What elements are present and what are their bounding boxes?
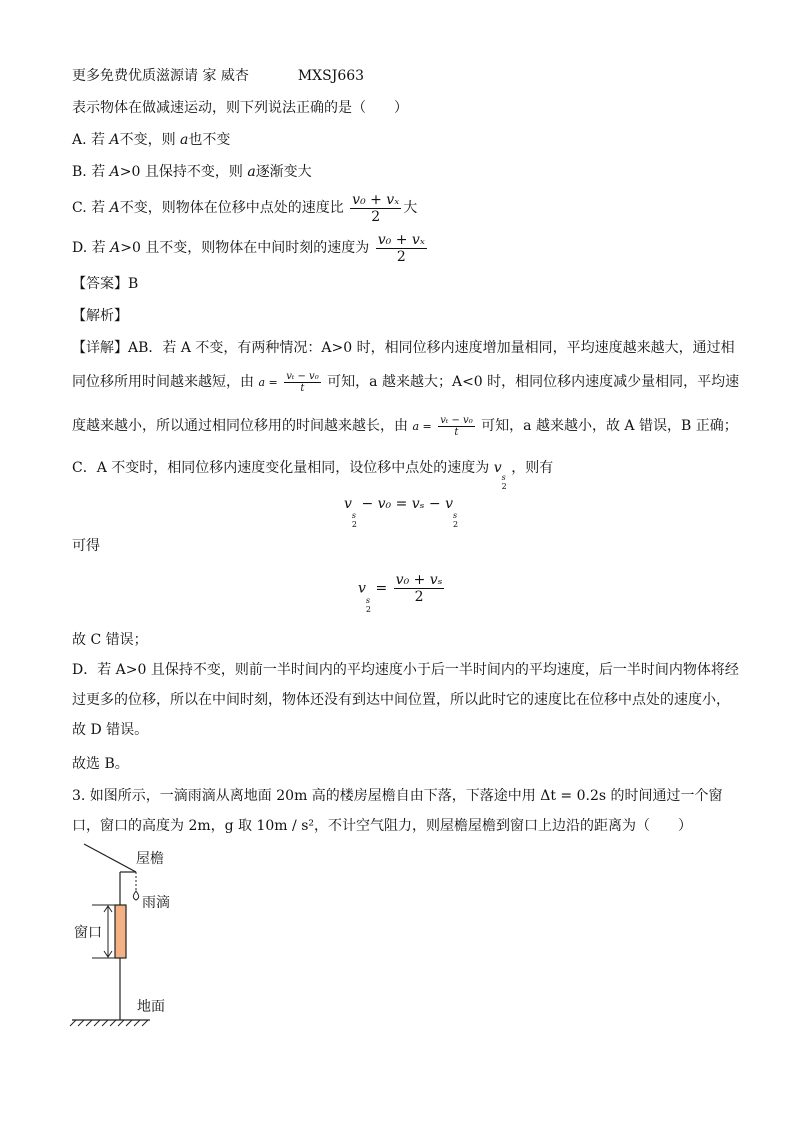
- label-eave: 屋檐: [136, 851, 164, 867]
- answer-value: B: [128, 276, 139, 292]
- raindrop-icon: [133, 891, 138, 900]
- header-line: [72, 66, 364, 86]
- choose-line: 故选 B。: [72, 756, 129, 772]
- option-d-fraction: $\frac{\text{v₀ + vₓ}}{2}$: [377, 231, 425, 265]
- label-raindrop: 雨滴: [142, 895, 170, 911]
- equation-1: v s 2 − v₀ = vₛ − v s 2: [344, 496, 459, 529]
- equation-2: v s 2 = $\frac{\text{v₀ + vₛ}}{2}$: [358, 572, 443, 614]
- equation-2-fraction: $\frac{\text{v₀ + vₛ}}{2}$: [395, 572, 443, 605]
- subscript-s-over-2: s 2: [501, 473, 507, 491]
- option-a: A. 若 A不变，则 a也不变: [72, 132, 231, 148]
- detail-line-3: 度越来越小，所以通过相同位移用的时间越来越长，由 a = $\frac{\text{vₜ − v₀}}{t}$ 可知，a 越来越小，故 A 错误，B 正确；: [72, 414, 738, 438]
- detail-d-line-3: 故 D 错误。: [72, 722, 149, 738]
- window-rect: [115, 905, 126, 958]
- question3-line-2: 口，窗口的高度为 2m，g 取 10m / s²，不计空气阻力，则屋檐屋檐到窗口上边沿的距离为（ ）: [72, 818, 692, 834]
- eave-slope-line: [84, 844, 136, 872]
- detail-line-1: 【详解】AB．若 A 不变，有两种情况：A>0 时，相同位移内速度增加量相同，平均速度越来越大，通过相: [72, 340, 735, 356]
- option-b: B. 若 A>0 且保持不变，则 a逐渐变大: [72, 164, 312, 180]
- arrow-up-icon: [104, 906, 112, 912]
- option-d: D. 若 A>0 且不变，则物体在中间时刻的速度为 $\frac{\text{v₀ + vₓ}}{2}$: [72, 231, 425, 265]
- detail-line-2: 同位移所用时间越来越短，由 a = $\frac{\text{vₜ − v₀}}{t}$ 可知，a 越来越大；A<0 时，相同位移内速度减少量相同，平均速: [72, 370, 740, 394]
- header-code: MXSJ663: [297, 68, 365, 84]
- detail-line-4: C．A 不变时，相同位移内速度变化量相同，设位移中点处的速度为 v s 2 ，则有: [72, 460, 554, 491]
- option-c-fraction: $\frac{\text{v₀ + vₓ}}{2}$: [352, 191, 400, 225]
- option-c: C. 若 A不变，则物体在位移中点处的速度比 $\frac{\text{v₀ + vₓ}}{2}$ 大: [72, 191, 418, 225]
- detail-d-line-1: D．若 A>0 且保持不变，则前一半时间内的平均速度小于后一半时间内的平均速度，后一半时间内物体将经: [72, 662, 739, 678]
- label-ground: 地面: [137, 999, 165, 1015]
- keyide-text: 可得: [72, 538, 100, 554]
- header-ad-text: 更多免费优质滋源请 家 威杏: [72, 68, 249, 84]
- answer-line: [72, 274, 138, 294]
- analysis-label: 【解析】: [72, 308, 128, 324]
- answer-label: 【答案】: [72, 276, 128, 292]
- label-window: 窗口: [74, 925, 102, 941]
- detail-d-line-2: 过更多的位移，所以在中间时刻，物体还没有到达中间位置，所以此时它的速度比在位移中点处的速度小，: [72, 692, 730, 708]
- arrow-down-icon: [104, 951, 112, 957]
- acceleration-fraction-2: $\frac{\text{vₜ − v₀}}{t}$: [440, 414, 473, 438]
- acceleration-fraction: $\frac{\text{vₜ − v₀}}{t}$: [286, 370, 319, 394]
- ground-hatching: [70, 1020, 148, 1026]
- conclusion-c: 故 C 错误；: [72, 632, 148, 648]
- question3-line-1: 3. 如图所示，一滴雨滴从离地面 20m 高的楼房屋檐自由下落，下落途中用 Δt = 0.2s 的时间通过一个窗: [72, 788, 723, 804]
- question2-stem-tail: 表示物体在做减速运动，则下列说法正确的是（ ）: [72, 100, 408, 116]
